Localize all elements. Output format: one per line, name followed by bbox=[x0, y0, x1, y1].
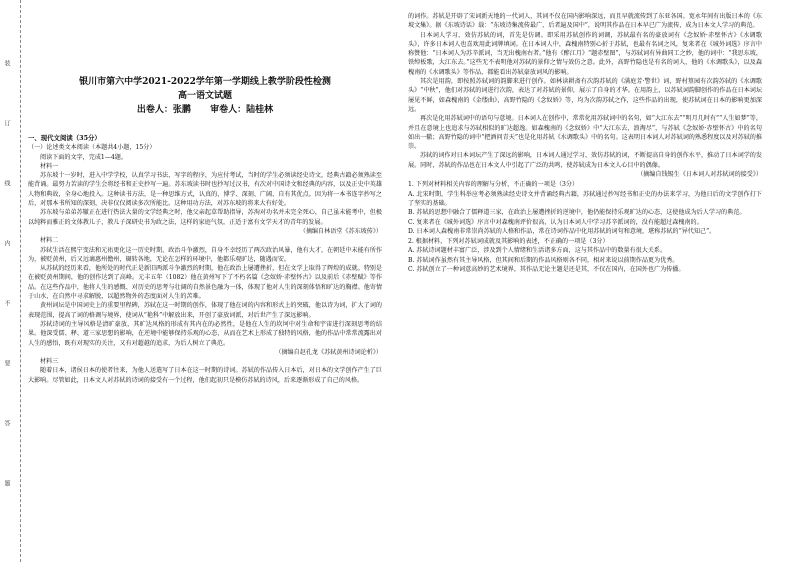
material-label: 材料一 bbox=[40, 162, 59, 170]
question-option: A. 苏轼诗词题材丰富广泛，涉及到个人情绪和生活诸多方面，这与其作品中的数量有很大关系。 bbox=[408, 247, 667, 255]
material-label: 材料三 bbox=[40, 358, 59, 366]
margin-label: 答 bbox=[3, 420, 10, 426]
paragraph: 黄州词坛是中国词史上的重要里程碑，苏轼在这一时期的创作，体现了他在词的内容和形式上的突破，他以诗为词，扩大了词的表现范围，提高了词的格调与境界，使词从“艳科”中解放出来，开创了豪放词派，对后世产生了深远影响。 bbox=[28, 302, 382, 319]
paragraph: 其次是用韵，即按照苏轼词的韵脚来进行创作。如林读耕斋有次韵苏轼的《满庭芳·警世》词，野村篁园有次韵苏轼的《水调歌头》“中秋”，他们对苏轼的词进行次韵，表达了对苏轼的景仰，展示了自身的才华。在用韵上，以苏轼词韵脚创作的作品在日本词坛屡见不鲜，如森槐南的《金缕曲》，高野竹隐的《念奴娇》等，均为次韵苏轼之作，这些作品的出现，使苏轼词在日本的影响更加深远。 bbox=[408, 78, 762, 113]
exam-author: 出卷人：张鹏 bbox=[136, 105, 191, 115]
source-citation: （摘编自钱锡生《日本词人对苏轼词的接受》） bbox=[637, 171, 762, 179]
paragraph: 随着日本，诸侯日本的使者往来，为他人送遣写了日本在这一时期的诗词。苏轼的作品传入日本后，对日本的文学创作产生了巨大影响。尽管如此，日本文人对苏轼的诗词的接受有一个过程，他们起初只是模仿苏轼的诗风，后来逐渐形成了自己的风格。 bbox=[28, 367, 382, 384]
margin-label: 线 bbox=[3, 180, 10, 186]
exam-authors bbox=[28, 103, 382, 117]
question-option: D. 日本词人森槐南非常崇尚苏轼的人格和作品，常在诗词作品中化用苏轼的词句和意境，堪称苏轼的“异代知己”。 bbox=[408, 227, 716, 235]
right-column bbox=[408, 12, 762, 552]
question-option: B. 苏轼的思想中融合了儒释道三家，在政治上屡遭挫折的逆境中，他仍能保持乐观旷达的心态，这使他成为后人学习的典范。 bbox=[408, 209, 746, 217]
margin-label: 要 bbox=[3, 360, 10, 366]
question-1: 1. 下列对材料相关内容的理解与分析，不正确的一项是（3分） bbox=[408, 181, 579, 189]
paragraph: 日本词人学习、效仿苏轼的词，首先是仿调。即采用苏轼创作的词调，苏轼最有名的豪放词有《念奴娇·赤壁怀古》《水调歌头》，许多日本词人也喜欢用此词牌填词。在日本词人中，森槐南特别心折于苏轼，也最有名词之风，复来者在《城外词选》序言中称赞他：“日本词人为苏辛派词，当无出槐南右者。”他有《醉江月》“题赤壁图”，与苏轼词有异曲同工之妙，他的词中：“我思东坡，铁绰板歌，大江东去。”这些无不表明他对苏轼的景仰之情与效仿之意。此外，高野竹隐也是有名的词人，他的《水调歌头》，以及森槐南的《水调歌头》等作品，都能看出苏轼豪放词风的影响。 bbox=[408, 31, 762, 76]
exam-reviewer: 审卷人：陆桂林 bbox=[210, 105, 274, 115]
source-citation: （摘编自林语堂《苏东坡传》） bbox=[299, 227, 382, 235]
margin-label: 订 bbox=[3, 120, 10, 126]
instructions: 阅读下面的文字，完成1—4题。 bbox=[40, 153, 127, 161]
paragraph: 苏东坡与弟弟苏辙正在进行热法大量的文学经典之时，他父亲起草帮助指导，苏洵对功名并未完全死心，自己虽未能考中，但极以纯粹而雅正的文体教儿子，教儿子深研史书为政之法，这样的家庭气氛，正适于富有文学天才的青年的发展。 bbox=[28, 209, 382, 226]
paragraph: 的词作。苏轼是开辟了宋词新天地的一代词人，其词不仅在国内影响深远，而且早就流传到了东亚各国。宽永年间有出版日本的《东坡文集》。据《东坡诗话》载：“东坡诗集流传最广，后者遍及国中”，说明其作品在日本早已广为流传，成为日本文人学习的典范。 bbox=[408, 13, 762, 30]
question-option: C. 苏轼创立了一种词意高妙的艺术境界，其作品无论主题是还是其，不仅在国内，在国外也广为传播。 bbox=[408, 266, 685, 274]
material-label: 材料二 bbox=[40, 237, 59, 245]
source-citation: （摘编自赵孔龙《苏轼黄州诗词论析》） bbox=[275, 348, 382, 356]
paragraph: 从苏轼的经历来看，他所处的时代正是新旧两派斗争激烈的时期，他在政治上屡遭挫折，但在文学上取得了辉煌的成就。特别是在被贬黄州期间，他的创作达到了高峰。元丰五年（1082）他在黄州写下了不朽名篇《念奴娇·赤壁怀古》以及前后《赤壁赋》等作品。在这些作品中，他将人生的感慨、对历史的思考与壮阔的自然景色融为一体，体现了他对人生的深刻体悟和旷达的胸襟。他寄情于山水，在自然中寻求解脱，以超然物外的态度面对人生的苦难。 bbox=[28, 265, 382, 301]
binding-margin bbox=[0, 0, 21, 562]
margin-label: 题 bbox=[3, 480, 10, 486]
question-option: B. 苏轼词作虽然有其主导风格，但其间和后期的作品风格则各不同，相对来说以前期作品更为优秀。 bbox=[408, 256, 679, 264]
paragraph: 再次是化用苏轼词中的语句与意境。日本词人在创作中，常常化用苏轼词中的名句，如“大江东去”“明月几时有”“人生如梦”等，并且在意境上也追求与苏轼相似的旷达超逸。如森槐南的《念奴娇》中“大江东去，浪淘尽”，与苏轼《念奴娇·赤壁怀古》中的名句如出一辙；高野竹隐的词中“把酒问青天”也是化用苏轼《水调歌头》中的名句。这表明日本词人对苏轼词的熟悉程度以及对苏轼的推崇。 bbox=[408, 115, 762, 151]
exam-title: 银川市第六中学2021-2022学年第一学期线上教学阶段性检测 bbox=[79, 77, 331, 87]
paragraph: 苏轼生活在熙宁变法和元祐更化这一历史时期，政治斗争激烈，自身不幸经历了两次政治风暴，他有大才，在朝廷中未能有所作为，被贬黄州，后又远谪惠州儋州，辗转各地，无论在怎样的环境中，他都乐观旷达，随遇而安。 bbox=[28, 246, 382, 263]
part-heading: （一）论述类文本阅读（本题共4小题，15分） bbox=[28, 144, 156, 152]
section-heading: 一、现代文阅读（35分） bbox=[28, 134, 101, 142]
question-option: C. 复来者在《城外词选》序言中对森槐南评价很高，认为日本词人中学习苏辛派词的，没有能超过森槐南的。 bbox=[408, 218, 703, 226]
paragraph: 苏轼诗词的主导风格是清旷豪放，其旷达风格的形成有其内在的必然性，是他在人生的坎坷中对生命和宇宙进行深刻思考的结果。他深受儒、释、道三家思想的影响，在逆境中能够保持乐观的心态，从而在艺术上形成了独特的风格，他的作品中常常流露出对人生的感悟，既有对现实的关注，又有对超越的追求，为后人树立了典范。 bbox=[28, 320, 382, 347]
margin-label: 内 bbox=[3, 240, 10, 246]
margin-label: 装 bbox=[3, 60, 10, 66]
question-option: A. 北宋时期，学生科举应考必须熟读经史诗文并背诵经典古籍，苏轼通过抄写经书和正史的办法来学习，为他日后的文学创作打下了坚实的基础。 bbox=[408, 190, 762, 207]
margin-label: 不 bbox=[3, 300, 10, 306]
paragraph: 苏东坡十一岁时，进入中学学校，认真学习书法、写字的程序，为应付考试，当时的学生必须读经史诗文，经典古籍必须熟读至能背诵。最努力苦读的学生会将经书和正史抄写一遍。苏东坡读书时也抄写过汉书，有次对中国诗文和经典的内容，以及正史中英雄人物和典故，全身心地投入。这种读书方法，是一种思维方式，认真的、博学、深刻、广阔、自有其优点。因为将一本书连字抄写之后，对那本书所知的深刻，决非仅仅阅读多次所能比。这种用功方法，对苏东坡的将来大有好处。 bbox=[28, 172, 382, 208]
paragraph: 苏轼的词作对日本词坛产生了深远的影响，日本词人通过学习、效仿苏轼的词，不断提高自身的创作水平，推动了日本词学的发展。同时，苏轼的作品也在日本文人中引起了广泛的共鸣，使苏轼成为日本文人心目中的偶像。 bbox=[408, 152, 762, 169]
question-2: 2. 根据材料，下列对苏轼词成就及其影响的表述，不正确的一项是（3分） bbox=[408, 238, 609, 246]
exam-header bbox=[28, 76, 382, 117]
left-column bbox=[28, 134, 382, 556]
exam-subtitle: 高一语文试题 bbox=[177, 91, 232, 101]
